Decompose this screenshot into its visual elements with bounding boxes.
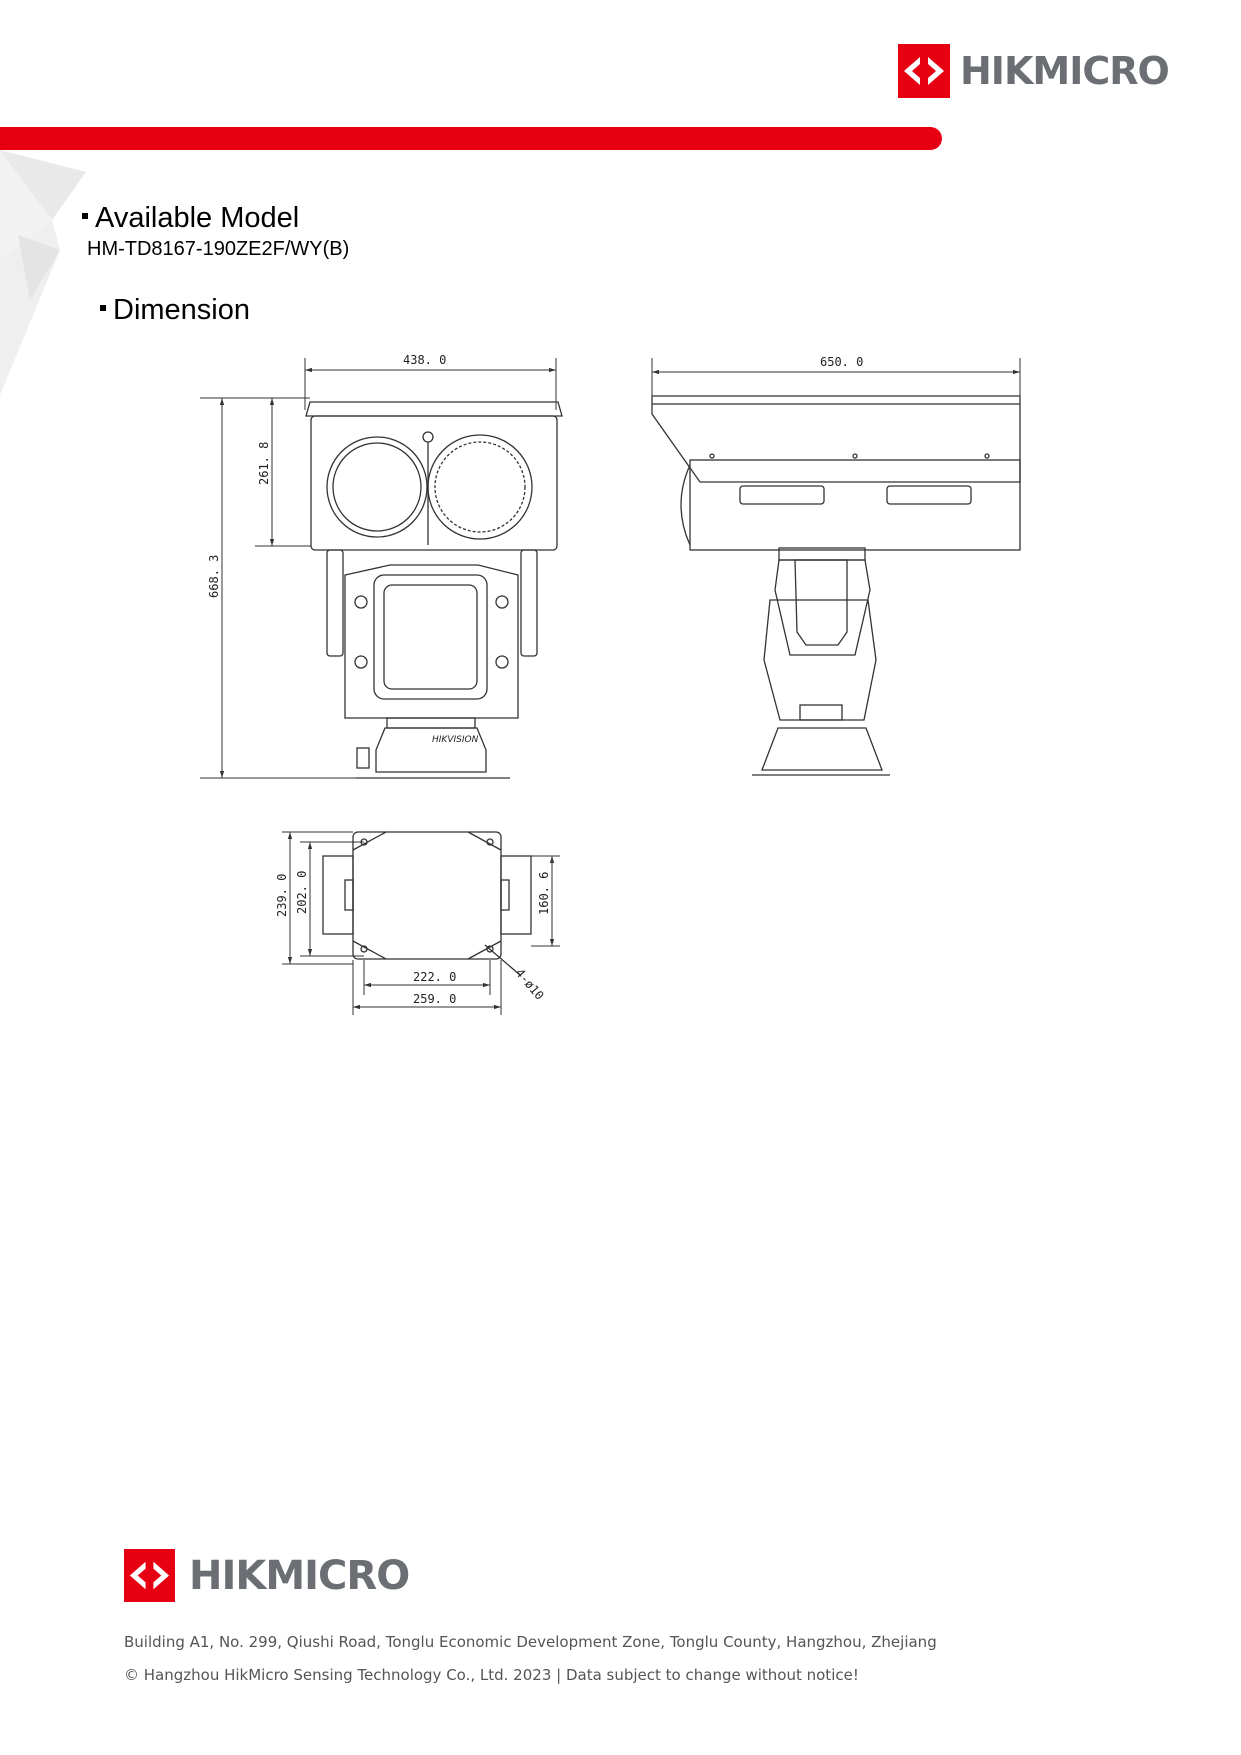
header-red-bar [0, 127, 942, 150]
dim-base-width-inner: 222. 0 [413, 970, 457, 984]
dim-base-depth-inner: 202. 0 [295, 870, 309, 914]
dim-front-width: 438. 0 [403, 353, 447, 367]
footer-logo-wordmark: HIKMICRO [189, 1552, 410, 1599]
hikmicro-logo-icon [124, 1549, 175, 1602]
front-view [306, 402, 562, 778]
dimension-heading [100, 294, 250, 327]
dimension-drawing [0, 340, 1241, 1040]
dim-total-height: 668. 3 [207, 554, 221, 598]
top-dimension-lines [282, 832, 560, 1015]
engraving-label: HIKVISION [432, 735, 479, 745]
hikmicro-logo-icon [898, 44, 950, 98]
dim-base-side: 160. 6 [537, 871, 551, 915]
dim-housing-height: 261. 8 [257, 441, 271, 485]
dim-side-width: 650. 0 [820, 355, 864, 369]
dim-base-depth-outer: 239. 0 [275, 873, 289, 917]
header-logo-wordmark: HIKMICRO [960, 49, 1169, 93]
available-model-heading [82, 202, 299, 235]
footer-copyright: © Hangzhou HikMicro Sensing Technology Co., Ltd. 2023 | Data subject to change without notice! [124, 1666, 859, 1684]
dim-holes: 4-ø10 [512, 965, 547, 1003]
top-view [323, 832, 531, 975]
footer-logo [124, 1549, 409, 1602]
dim-base-width-outer: 259. 0 [413, 992, 457, 1006]
dimension-title: Dimension [113, 294, 250, 326]
bullet-square-icon [82, 213, 88, 219]
model-number: HM-TD8167-190ZE2F/WY(B) [87, 238, 350, 260]
available-model-title: Available Model [95, 202, 300, 234]
side-view [652, 396, 1020, 775]
header-logo [898, 44, 1169, 98]
bullet-square-icon [100, 305, 106, 311]
footer-address: Building A1, No. 299, Qiushi Road, Tonglu Economic Development Zone, Tonglu County, Hangzhou, Zhejiang [124, 1633, 937, 1651]
